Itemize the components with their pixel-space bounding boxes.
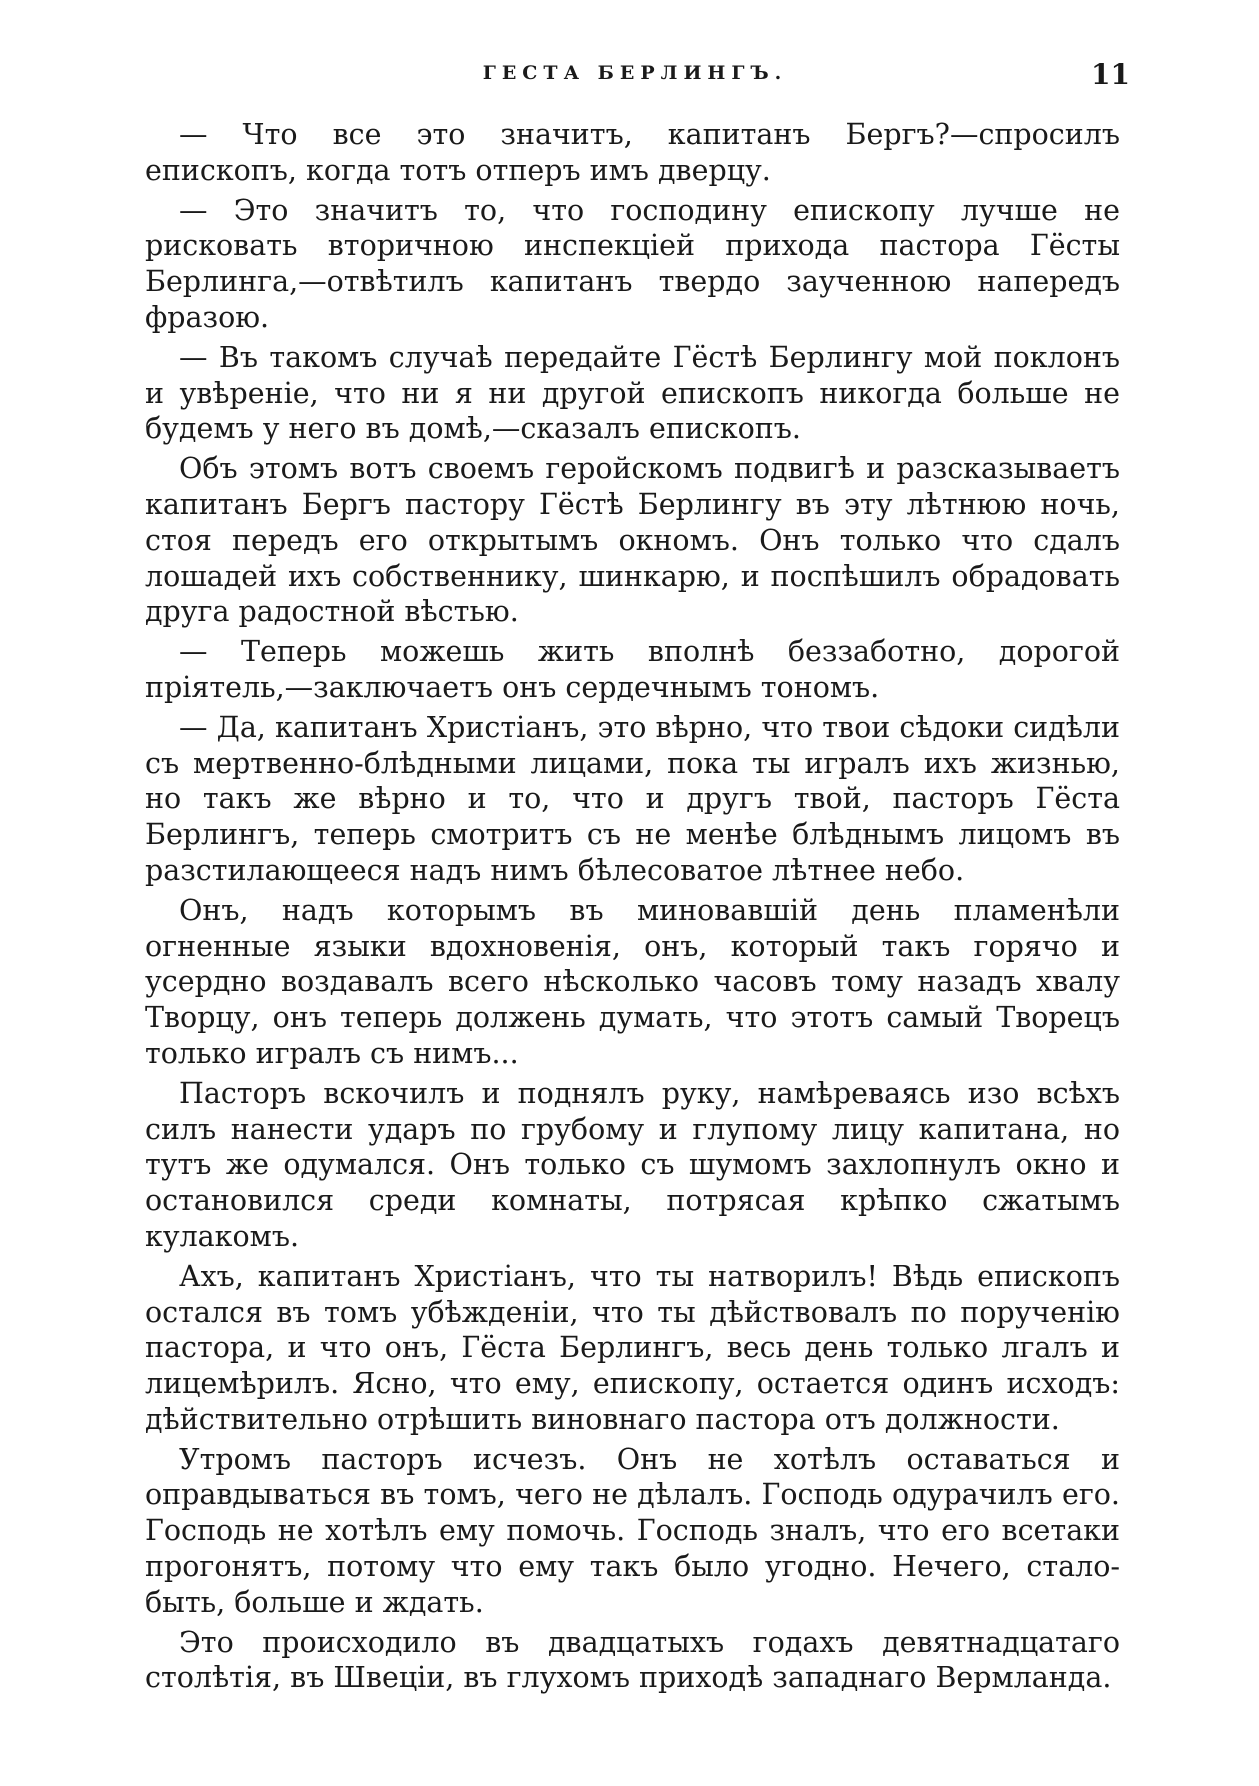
paragraph: Ахъ, капитанъ Христіанъ, что ты натворилъ! Вѣдь епископъ остался въ томъ убѣжденіи, что ты дѣйствовалъ по порученію пастора, и что онъ, Гёста Берлингъ, весь день только лгалъ и лицемѣрилъ. Ясно, что ему, епископу, остается одинъ исходъ: дѣйствительно отрѣшить виновнаго пастора отъ должности. [145, 1259, 1120, 1436]
paragraph: Утромъ пасторъ исчезъ. Онъ не хотѣлъ оставаться и оправдываться въ томъ, чего не дѣлалъ. Господь одурачилъ его. Господь не хотѣлъ ему помочь. Господь зналъ, что его всетаки прогонятъ, потому что ему такъ было угодно. Нечего, стало-быть, больше и ждать. [145, 1442, 1120, 1619]
body-text [145, 117, 1120, 1700]
paragraph: Онъ, надъ которымъ въ миновавшій день пламенѣли огненные языки вдохновенія, онъ, который такъ горячо и усердно воздавалъ всего нѣсколько часовъ тому назадъ хвалу Творцу, онъ теперь должень думать, что этотъ самый Творецъ только игралъ съ нимъ... [145, 893, 1120, 1070]
page-number: 11 [1091, 58, 1130, 91]
paragraph: — Это значитъ то, что господину епископу лучше не рисковать вторичною инспекціей прихода пастора Гёсты Берлинга,—отвѣтилъ капитанъ твердо заученною напередъ фразою. [145, 193, 1120, 334]
paragraph: Пасторъ вскочилъ и поднялъ руку, намѣреваясь изо всѣхъ силъ нанести ударъ по грубому и глупому лицу капитана, но тутъ же одумался. Онъ только съ шумомъ захлопнулъ окно и остановился среди комнаты, потрясая крѣпко сжатымъ кулакомъ. [145, 1076, 1120, 1253]
running-head: ГЕСТА БЕРЛИНГЪ. [482, 62, 788, 84]
paragraph: Это происходило въ двадцатыхъ годахъ девятнадцатаго столѣтія, въ Швеціи, въ глухомъ приходѣ западнаго Вермланда. [145, 1625, 1120, 1695]
paragraph: Объ этомъ вотъ своемъ геройскомъ подвигѣ и разсказываетъ капитанъ Бергъ пастору Гёстѣ Берлингу въ эту лѣтнюю ночь, стоя передъ его открытымъ окномъ. Онъ только что сдалъ лошадей ихъ собственнику, шинкарю, и поспѣшилъ обрадовать друга радостной вѣстью. [145, 452, 1120, 629]
paragraph: — Въ такомъ случаѣ передайте Гёстѣ Берлингу мой поклонъ и увѣреніе, что ни я ни другой епископъ никогда больше не будемъ у него въ домѣ,—сказалъ епископъ. [145, 340, 1120, 446]
paragraph: — Что все это значитъ, капитанъ Бергъ?—спросилъ епископъ, когда тотъ отперъ имъ дверцу. [145, 118, 1120, 187]
paragraph: — Да, капитанъ Христіанъ, это вѣрно, что твои сѣдоки сидѣли съ мертвенно-блѣдными лицами, пока ты игралъ ихъ жизнью, но такъ же вѣрно и то, что и другъ твой, пасторъ Гёста Берлингъ, теперь смотритъ съ не менѣе блѣднымъ лицомъ въ разстилающееся надъ нимъ бѣлесоватое лѣтнее небо. [145, 710, 1120, 887]
page-header [140, 58, 1130, 102]
paragraph: — Теперь можешь жить вполнѣ беззаботно, дорогой пріятель,—заключаетъ онъ сердечнымъ тономъ. [145, 635, 1120, 704]
